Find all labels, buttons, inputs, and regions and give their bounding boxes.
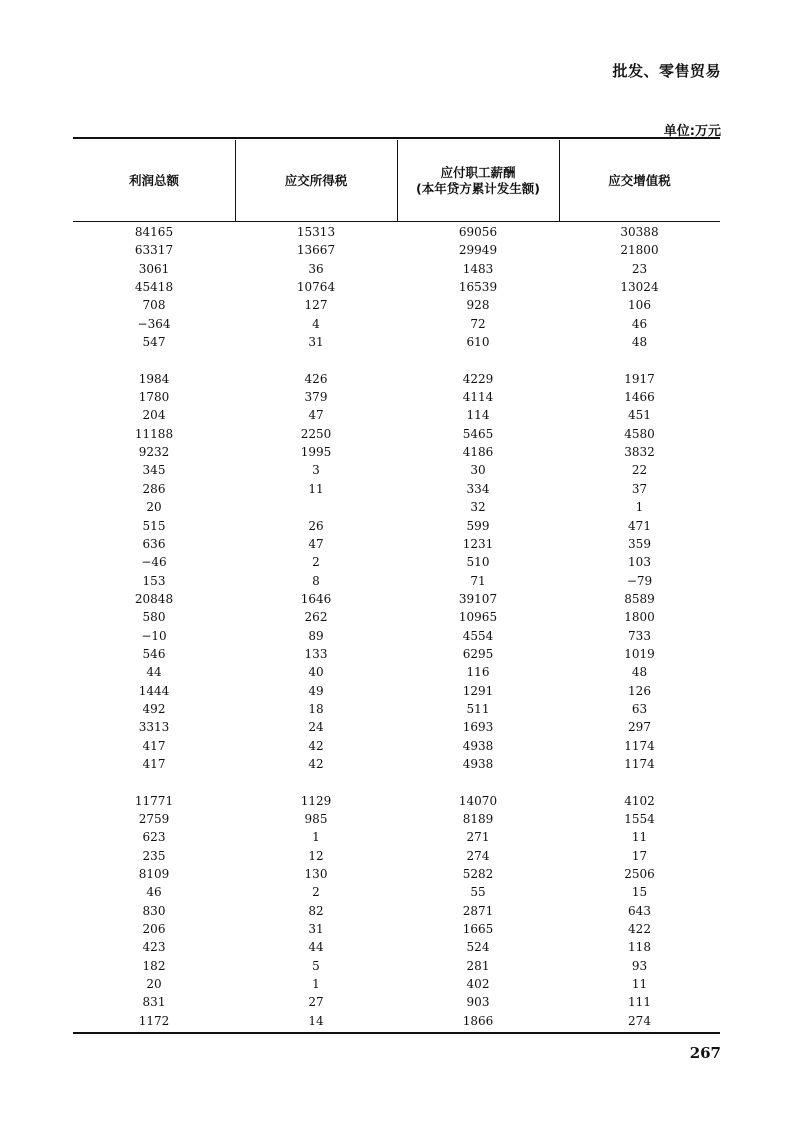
table-cell: 417 [142,738,166,753]
table-row [73,388,720,406]
table-cell: −79 [626,573,653,588]
table-row [73,810,720,828]
table-cell: 903 [466,995,490,1010]
table-cell: 1984 [138,371,170,386]
table-row [73,645,720,663]
table-cell [235,773,397,791]
table-cell: 8 [312,573,320,588]
table-cell: 11771 [134,793,174,808]
table-cell: 1019 [624,646,655,661]
section-title: 批发、零售贸易 [612,62,721,80]
table-row [73,590,720,608]
table-cell: 334 [466,481,490,496]
table-cell: 1 [635,500,644,515]
table-row [73,1012,720,1030]
table-cell: 71 [470,573,486,588]
table-cell: 1466 [624,390,655,405]
table-cell: 13667 [296,243,336,258]
table-cell: 281 [466,958,490,973]
table-cell: 42 [308,738,324,753]
table-cell: 14070 [458,793,498,808]
table-cell: 511 [466,701,490,716]
table-cell: 9232 [138,445,170,460]
table-cell: 1693 [462,720,494,735]
table-cell: 2506 [624,867,655,882]
table-cell: 1780 [138,390,170,405]
table-cell: 103 [628,555,651,570]
table-cell: 46 [146,885,162,900]
table-cell: 610 [466,335,490,350]
table-cell: 1 [312,977,320,992]
table-cell: 11 [631,830,648,845]
table-cell: 4114 [462,390,494,405]
table-cell: 22 [631,463,648,478]
table-cell: 47 [308,408,324,423]
table-cell: 32 [470,500,486,515]
table-row [73,792,720,810]
table-cell: 4938 [462,756,494,771]
table-cell: 4 [312,316,320,331]
table-cell: 623 [142,830,166,845]
table-cell: 733 [628,628,651,643]
table-row [73,535,720,553]
table-cell [73,351,235,369]
table-row [73,406,720,424]
column-header-income-tax: 应交所得税 [284,172,348,188]
table-cell: 45418 [134,280,174,295]
table-row [73,278,720,296]
table-cell: 11188 [134,426,174,441]
table-cell: 345 [142,463,166,478]
table-cell: 24 [308,720,324,735]
table-cell: 46 [631,316,648,331]
table-cell: 3061 [138,261,170,276]
table-cell: 359 [628,536,651,551]
header-divider [235,140,236,221]
table-row [73,315,720,333]
table-cell: 2250 [300,426,332,441]
table-cell: 3313 [138,720,170,735]
table-row [73,223,720,241]
table-cell: 29949 [458,243,498,258]
table-row [73,572,720,590]
table-row [73,902,720,920]
page-number: 267 [689,1044,721,1062]
table-bottom-rule [73,1032,720,1034]
table-cell: 63 [631,701,648,716]
table-cell: 426 [304,371,328,386]
table-cell: 49 [308,683,324,698]
table-cell: 451 [628,408,651,423]
table-cell: 26 [308,518,324,533]
table-cell: 133 [304,646,328,661]
table-cell [397,773,559,791]
table-cell: 130 [304,867,328,882]
table-row [73,920,720,938]
table-cell: 206 [142,922,166,937]
table-row [73,443,720,461]
table-row [73,517,720,535]
table-cell: 93 [631,958,648,973]
table-cell: −46 [141,555,167,570]
table-cell: 114 [466,408,490,423]
table-cell: 286 [142,481,166,496]
table-row [73,627,720,645]
table-cell: 39107 [458,591,498,606]
table-cell: 510 [466,555,490,570]
table-cell: 13024 [620,280,659,295]
table-cell: 48 [631,335,648,350]
table-cell: 8109 [138,867,170,882]
table-row [73,498,720,516]
table-cell: 830 [142,903,166,918]
table-cell: 271 [466,830,490,845]
table-cell: 106 [628,298,651,313]
table-cell: 524 [466,940,490,955]
table-cell: 2759 [138,812,170,826]
table-cell: 297 [628,720,651,735]
table-cell: 72 [470,316,486,331]
table-row [73,883,720,901]
table-cell: 262 [304,610,328,625]
table-top-rule [73,137,720,139]
table-cell: 1129 [300,793,332,808]
table-row [73,333,720,351]
table-cell: 89 [308,628,324,643]
table-row [73,865,720,883]
table-cell: 8189 [462,812,494,826]
column-header-total-profit: 利润总额 [128,172,179,188]
table-cell: 182 [142,958,166,973]
table-cell: 417 [142,756,166,771]
table-row [73,461,720,479]
table-cell: 44 [308,940,324,955]
table-row [73,682,720,700]
table-cell: 8589 [624,591,655,606]
table-cell: 17 [631,848,648,863]
table-cell: 1917 [624,371,655,386]
table-cell: 153 [142,573,166,588]
table-cell: 23 [631,261,648,276]
table-cell: 21800 [620,243,659,258]
column-header-vat-payable: 应交增值税 [608,172,671,188]
table-row [73,608,720,626]
table-cell: 274 [628,1013,651,1028]
table-cell: 492 [142,701,166,716]
table-cell: 4554 [462,628,494,643]
table-cell: 40 [308,665,324,680]
table-cell [235,498,397,516]
table-cell: 547 [142,335,166,350]
table-cell: 4938 [462,738,494,753]
table-cell: 1646 [300,591,332,606]
table-cell: 379 [304,390,328,405]
table-row [73,975,720,993]
table-cell: 4102 [624,793,655,808]
table-row [73,773,720,791]
table-row [73,425,720,443]
table-cell: 4580 [624,426,655,441]
header-bottom-rule [73,221,720,222]
table-cell: −10 [141,628,167,643]
table-cell: 31 [308,335,324,350]
table-cell: 30 [470,463,486,478]
table-cell: 1174 [624,756,655,771]
table-cell: 274 [466,848,490,863]
table-cell: 402 [466,977,490,992]
table-cell: 27 [308,995,324,1010]
column-header-payroll-payable: 应付职工薪酬 (本年贷方累计发生额) [416,164,540,196]
table-cell [559,773,720,791]
table-cell: 1995 [300,445,332,460]
table-cell: 1 [312,830,320,845]
table-cell: 15313 [296,225,336,239]
table-cell: 423 [142,940,166,955]
table-cell: 235 [142,848,166,863]
table-row [73,957,720,975]
table-cell: 1554 [624,812,655,826]
header-divider [397,140,398,221]
table-cell: 126 [628,683,651,698]
table-cell: 118 [628,940,651,955]
table-cell: 599 [466,518,490,533]
table-cell: 14 [308,1013,324,1028]
table-cell: 82 [308,903,324,918]
table-cell: 63317 [134,243,174,258]
table-cell: 1231 [462,536,494,551]
header-divider [559,140,560,221]
table-body [73,223,720,1030]
table-cell: 5465 [462,426,494,441]
table-cell: 16539 [458,280,498,295]
table-cell: 20 [146,977,162,992]
table-row [73,296,720,314]
table-cell: 1665 [462,922,494,937]
table-cell [397,351,559,369]
table-cell: 10764 [296,280,336,295]
table-row [73,351,720,369]
table-row [73,737,720,755]
table-cell: 580 [142,610,166,625]
table-cell: 4186 [462,445,494,460]
table-row [73,847,720,865]
table-cell: 643 [628,903,651,918]
table-cell: 4229 [462,371,494,386]
table-cell: 11 [631,977,648,992]
table-cell [235,351,397,369]
table-cell: 204 [142,408,166,423]
table-cell: 1866 [462,1013,494,1028]
table-cell: 18 [308,701,324,716]
table-cell: 5282 [462,867,494,882]
table-cell: 471 [628,518,651,533]
table-cell: 422 [628,922,651,937]
table-row [73,480,720,498]
table-row [73,993,720,1011]
table-cell: 15 [631,885,648,900]
table-cell: 3 [312,463,320,478]
table-cell: 111 [628,995,651,1010]
table-cell: 11 [308,481,324,496]
table-cell: 1174 [624,738,655,753]
table-cell: 2 [312,885,320,900]
table-row [73,370,720,388]
table-cell: 5 [312,958,320,973]
table-cell: 55 [470,885,486,900]
table-cell: 1444 [138,683,170,698]
table-cell: 6295 [462,646,494,661]
table-cell: 928 [466,298,490,313]
table-row [73,260,720,278]
table-row [73,700,720,718]
table-cell: 36 [308,261,324,276]
table-cell: 37 [631,481,648,496]
table-cell: 2871 [462,903,494,918]
table-cell: 831 [142,995,166,1010]
table-cell: 2 [312,555,320,570]
table-row [73,828,720,846]
table-row [73,241,720,259]
table-cell [73,773,235,791]
table-cell [559,351,720,369]
table-cell: 31 [308,922,324,937]
table-cell: 636 [142,536,166,551]
table-cell: 116 [466,665,490,680]
table-cell: 30388 [620,225,659,239]
table-cell: 1172 [138,1013,170,1028]
table-cell: 69056 [458,225,498,239]
table-row [73,718,720,736]
table-cell: 546 [142,646,166,661]
unit-label: 单位:万元 [663,124,721,139]
table-cell: 12 [308,848,324,863]
table-cell: 1483 [462,261,494,276]
table-cell: 20 [146,500,162,515]
table-cell: 1800 [624,610,655,625]
table-cell: 84165 [134,225,174,239]
table-cell: 3832 [624,445,655,460]
table-row [73,755,720,773]
table-row [73,663,720,681]
table-cell: 708 [142,298,166,313]
table-cell: 44 [146,665,162,680]
table-row [73,938,720,956]
table-cell: 985 [304,812,328,826]
table-cell: 20848 [134,591,174,606]
table-cell: 42 [308,756,324,771]
table-cell: 48 [631,665,648,680]
table-cell: 515 [142,518,166,533]
table-row [73,553,720,571]
table-cell: 10965 [458,610,498,625]
table-cell: 47 [308,536,324,551]
table-cell: −364 [137,316,171,331]
table-cell: 127 [304,298,328,313]
table-cell: 1291 [462,683,494,698]
